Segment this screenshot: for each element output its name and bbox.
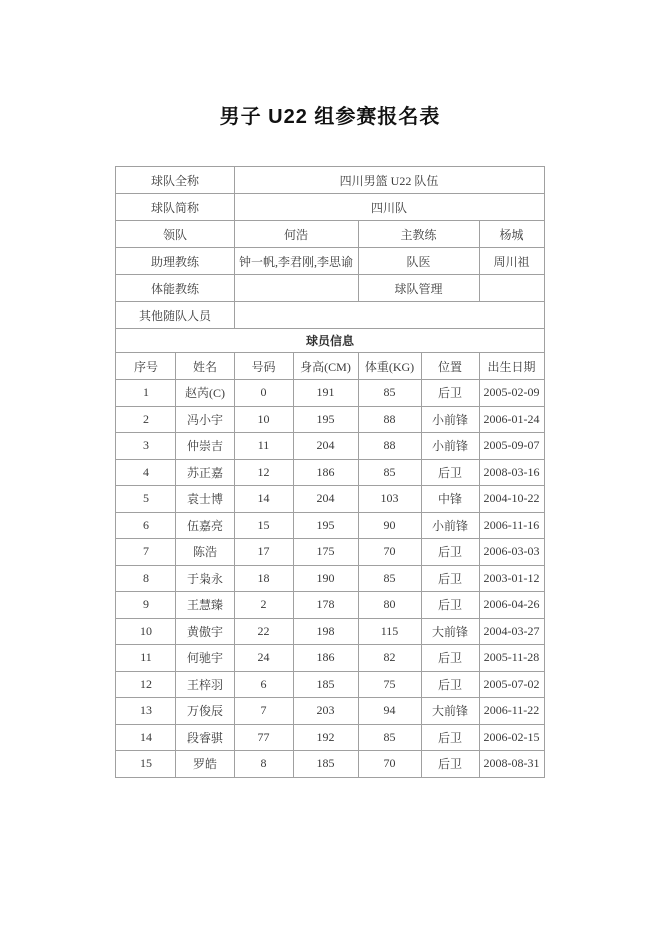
player-cell: 2006-02-15 xyxy=(479,724,544,751)
col-header-index: 序号 xyxy=(116,353,176,380)
player-cell: 24 xyxy=(234,645,293,672)
team-short-name-label: 球队简称 xyxy=(116,194,234,221)
player-cell: 后卫 xyxy=(421,724,479,751)
player-cell: 后卫 xyxy=(421,751,479,778)
player-cell: 75 xyxy=(358,671,421,698)
player-cell: 204 xyxy=(293,486,358,513)
player-row xyxy=(116,698,544,725)
player-cell: 万俊辰 xyxy=(176,698,234,725)
player-cell: 陈浩 xyxy=(176,539,234,566)
col-header-number: 号码 xyxy=(234,353,293,380)
player-cell: 2006-11-16 xyxy=(479,512,544,539)
player-cell: 赵芮(C) xyxy=(176,380,234,407)
player-cell: 186 xyxy=(293,459,358,486)
player-cell: 后卫 xyxy=(421,592,479,619)
other-staff-row xyxy=(116,302,544,329)
player-cell: 4 xyxy=(116,459,176,486)
team-full-name-label: 球队全称 xyxy=(116,167,234,194)
player-cell: 2005-02-09 xyxy=(479,380,544,407)
player-row xyxy=(116,592,544,619)
player-cell: 94 xyxy=(358,698,421,725)
team-leader-value: 何浩 xyxy=(234,221,358,248)
player-cell: 1 xyxy=(116,380,176,407)
player-cell: 伍嘉亮 xyxy=(176,512,234,539)
fitness-coach-row xyxy=(116,275,544,302)
page-title: 男子 U22 组参赛报名表 xyxy=(219,106,441,128)
col-header-name: 姓名 xyxy=(176,353,234,380)
player-cell: 15 xyxy=(116,751,176,778)
player-cell: 85 xyxy=(358,459,421,486)
player-cell: 22 xyxy=(234,618,293,645)
player-rows-body xyxy=(116,380,544,778)
player-row xyxy=(116,671,544,698)
player-row xyxy=(116,433,544,460)
player-cell: 185 xyxy=(293,671,358,698)
player-cell: 后卫 xyxy=(421,459,479,486)
player-cell: 70 xyxy=(358,751,421,778)
player-cell: 115 xyxy=(358,618,421,645)
player-cell: 195 xyxy=(293,406,358,433)
player-cell: 90 xyxy=(358,512,421,539)
player-cell: 罗皓 xyxy=(176,751,234,778)
team-doctor-label: 队医 xyxy=(358,248,479,275)
player-cell: 191 xyxy=(293,380,358,407)
player-row xyxy=(116,618,544,645)
col-header-height: 身高(CM) xyxy=(293,353,358,380)
col-header-birthdate: 出生日期 xyxy=(479,353,544,380)
player-cell: 王梓羽 xyxy=(176,671,234,698)
head-coach-value: 杨城 xyxy=(479,221,544,248)
team-short-name-value: 四川队 xyxy=(234,194,544,221)
player-cell: 8 xyxy=(234,751,293,778)
player-cell: 88 xyxy=(358,433,421,460)
player-row xyxy=(116,565,544,592)
other-staff-label: 其他随队人员 xyxy=(116,302,234,329)
player-cell: 2004-03-27 xyxy=(479,618,544,645)
player-cell: 大前锋 xyxy=(421,698,479,725)
player-row xyxy=(116,459,544,486)
player-cell: 12 xyxy=(116,671,176,698)
player-row xyxy=(116,751,544,778)
player-info-section-title: 球员信息 xyxy=(116,329,544,353)
player-row xyxy=(116,406,544,433)
player-cell: 小前锋 xyxy=(421,433,479,460)
player-cell: 7 xyxy=(116,539,176,566)
registration-table xyxy=(115,166,544,778)
player-cell: 85 xyxy=(358,565,421,592)
player-cell: 178 xyxy=(293,592,358,619)
player-cell: 冯小宇 xyxy=(176,406,234,433)
team-manager-value xyxy=(479,275,544,302)
player-info-section-row xyxy=(116,329,544,353)
player-cell: 5 xyxy=(116,486,176,513)
player-cell: 大前锋 xyxy=(421,618,479,645)
player-cell: 203 xyxy=(293,698,358,725)
player-cell: 10 xyxy=(234,406,293,433)
player-row xyxy=(116,380,544,407)
player-cell: 11 xyxy=(234,433,293,460)
player-cell: 85 xyxy=(358,724,421,751)
other-staff-value xyxy=(234,302,544,329)
player-row xyxy=(116,512,544,539)
player-cell: 3 xyxy=(116,433,176,460)
team-leader-row xyxy=(116,221,544,248)
player-cell: 14 xyxy=(234,486,293,513)
player-cell: 186 xyxy=(293,645,358,672)
player-cell: 段睿骐 xyxy=(176,724,234,751)
team-full-name-row xyxy=(116,167,544,194)
player-cell: 10 xyxy=(116,618,176,645)
player-cell: 80 xyxy=(358,592,421,619)
player-cell: 85 xyxy=(358,380,421,407)
player-cell: 后卫 xyxy=(421,565,479,592)
player-cell: 190 xyxy=(293,565,358,592)
team-doctor-value: 周川祖 xyxy=(479,248,544,275)
fitness-coach-value xyxy=(234,275,358,302)
player-cell: 77 xyxy=(234,724,293,751)
player-cell: 2 xyxy=(234,592,293,619)
player-cell: 后卫 xyxy=(421,380,479,407)
fitness-coach-label: 体能教练 xyxy=(116,275,234,302)
player-cell: 后卫 xyxy=(421,671,479,698)
player-cell: 2008-03-16 xyxy=(479,459,544,486)
player-cell: 88 xyxy=(358,406,421,433)
player-cell: 何驰宇 xyxy=(176,645,234,672)
player-cell: 2 xyxy=(116,406,176,433)
player-cell: 苏正嘉 xyxy=(176,459,234,486)
player-cell: 12 xyxy=(234,459,293,486)
player-cell: 7 xyxy=(234,698,293,725)
player-cell: 103 xyxy=(358,486,421,513)
player-cell: 2006-04-26 xyxy=(479,592,544,619)
player-cell: 2005-09-07 xyxy=(479,433,544,460)
player-cell: 195 xyxy=(293,512,358,539)
player-cell: 2004-10-22 xyxy=(479,486,544,513)
player-cell: 2006-01-24 xyxy=(479,406,544,433)
player-cell: 2003-01-12 xyxy=(479,565,544,592)
player-cell: 2008-08-31 xyxy=(479,751,544,778)
player-row xyxy=(116,486,544,513)
player-cell: 18 xyxy=(234,565,293,592)
player-cell: 70 xyxy=(358,539,421,566)
player-cell: 185 xyxy=(293,751,358,778)
head-coach-label: 主教练 xyxy=(358,221,479,248)
player-cell: 198 xyxy=(293,618,358,645)
player-cell: 14 xyxy=(116,724,176,751)
assistant-coach-row xyxy=(116,248,544,275)
player-cell: 袁士博 xyxy=(176,486,234,513)
player-row xyxy=(116,724,544,751)
player-cell: 小前锋 xyxy=(421,512,479,539)
player-cell: 192 xyxy=(293,724,358,751)
player-cell: 175 xyxy=(293,539,358,566)
player-cell: 8 xyxy=(116,565,176,592)
player-row xyxy=(116,645,544,672)
player-row xyxy=(116,539,544,566)
player-header-row xyxy=(116,353,544,380)
player-cell: 后卫 xyxy=(421,645,479,672)
player-cell: 82 xyxy=(358,645,421,672)
player-cell: 204 xyxy=(293,433,358,460)
player-cell: 仲崇吉 xyxy=(176,433,234,460)
player-cell: 0 xyxy=(234,380,293,407)
player-cell: 2005-07-02 xyxy=(479,671,544,698)
player-cell: 9 xyxy=(116,592,176,619)
team-short-name-row xyxy=(116,194,544,221)
team-leader-label: 领队 xyxy=(116,221,234,248)
col-header-weight: 体重(KG) xyxy=(358,353,421,380)
assistant-coach-value: 钟一帆,李君刚,李思谕 xyxy=(234,248,358,275)
player-cell: 于枭永 xyxy=(176,565,234,592)
player-cell: 2006-03-03 xyxy=(479,539,544,566)
team-full-name-value: 四川男篮 U22 队伍 xyxy=(234,167,544,194)
col-header-position: 位置 xyxy=(421,353,479,380)
player-cell: 小前锋 xyxy=(421,406,479,433)
player-cell: 2006-11-22 xyxy=(479,698,544,725)
player-cell: 王慧臻 xyxy=(176,592,234,619)
player-cell: 黄傲宇 xyxy=(176,618,234,645)
player-cell: 6 xyxy=(234,671,293,698)
player-cell: 中锋 xyxy=(421,486,479,513)
player-cell: 后卫 xyxy=(421,539,479,566)
player-cell: 13 xyxy=(116,698,176,725)
player-cell: 17 xyxy=(234,539,293,566)
player-cell: 6 xyxy=(116,512,176,539)
assistant-coach-label: 助理教练 xyxy=(116,248,234,275)
team-manager-label: 球队管理 xyxy=(358,275,479,302)
player-cell: 15 xyxy=(234,512,293,539)
player-cell: 2005-11-28 xyxy=(479,645,544,672)
player-cell: 11 xyxy=(116,645,176,672)
